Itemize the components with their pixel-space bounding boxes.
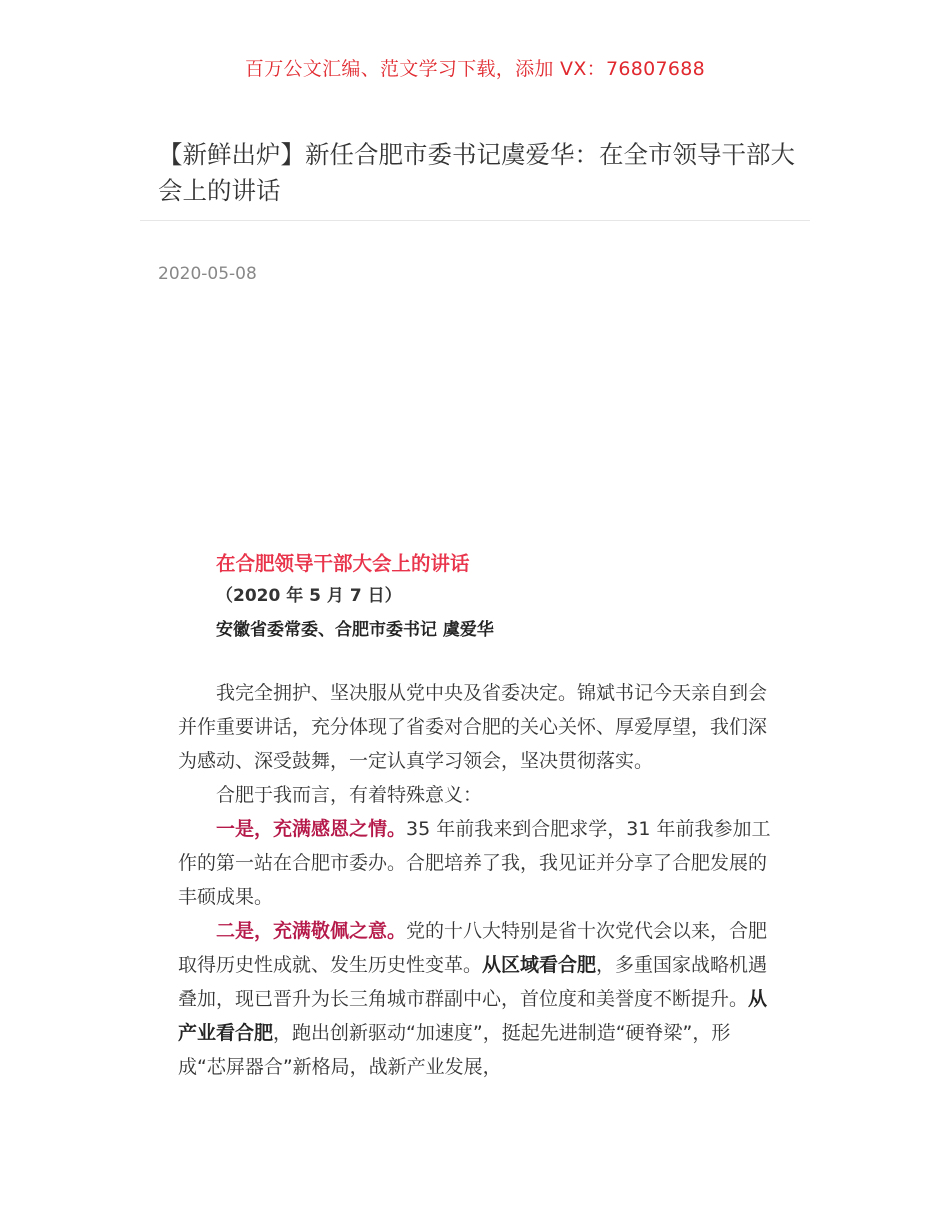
industry-view-heading: 从产业看合肥 — [178, 988, 768, 1044]
promo-banner: 百万公文汇编、范文学习下载，添加 VX：76807688 — [244, 58, 706, 80]
publish-date: 2020-05-08 — [158, 264, 257, 284]
speech-date: （2020 年 5 月 7 日） — [216, 586, 402, 606]
paragraph-4 — [178, 914, 774, 1084]
title-divider — [140, 220, 810, 221]
point-two-text-2: ，多重国家战略机遇叠加，现已晋升为长三角城市群副中心，首位度和美誉度不断提升。 — [178, 954, 768, 1010]
paragraph-1: 我完全拥护、坚决服从党中央及省委决定。锦斌书记今天亲自到会并作重要讲话，充分体现了省委对合肥的关心关怀、厚爱厚望，我们深为感动、深受鼓舞，一定认真学习领会，坚决贯彻落实。 — [178, 682, 768, 772]
speech-body — [178, 676, 774, 1084]
point-two-heading: 二是，充满敬佩之意。 — [216, 920, 407, 942]
paragraph-2: 合肥于我而言，有着特殊意义： — [216, 784, 483, 806]
speaker-line: 安徽省委常委、合肥市委书记 虞爱华 — [216, 620, 494, 640]
point-one-heading: 一是，充满感恩之情。 — [216, 818, 407, 840]
paragraph-3 — [178, 812, 774, 914]
region-view-heading: 从区域看合肥 — [482, 954, 597, 976]
point-two-text-3: ，跑出创新驱动“加速度”，挺起先进制造“硬脊梁”，形成“芯屏器合”新格局，战新产业发展， — [178, 1022, 731, 1078]
point-one-text: 35 年前我来到合肥求学，31 年前我参加工作的第一站在合肥市委办。合肥培养了我，我见证并分享了合肥发展的丰硕成果。 — [178, 818, 771, 908]
article-title: 【新鲜出炉】新任合肥市委书记虞爱华：在全市领导干部大会上的讲话 — [158, 140, 795, 205]
point-two-text-1: 党的十八大特别是省十次党代会以来，合肥取得历史性成就、发生历史性变革。 — [178, 920, 768, 976]
speech-title: 在合肥领导干部大会上的讲话 — [216, 552, 470, 575]
